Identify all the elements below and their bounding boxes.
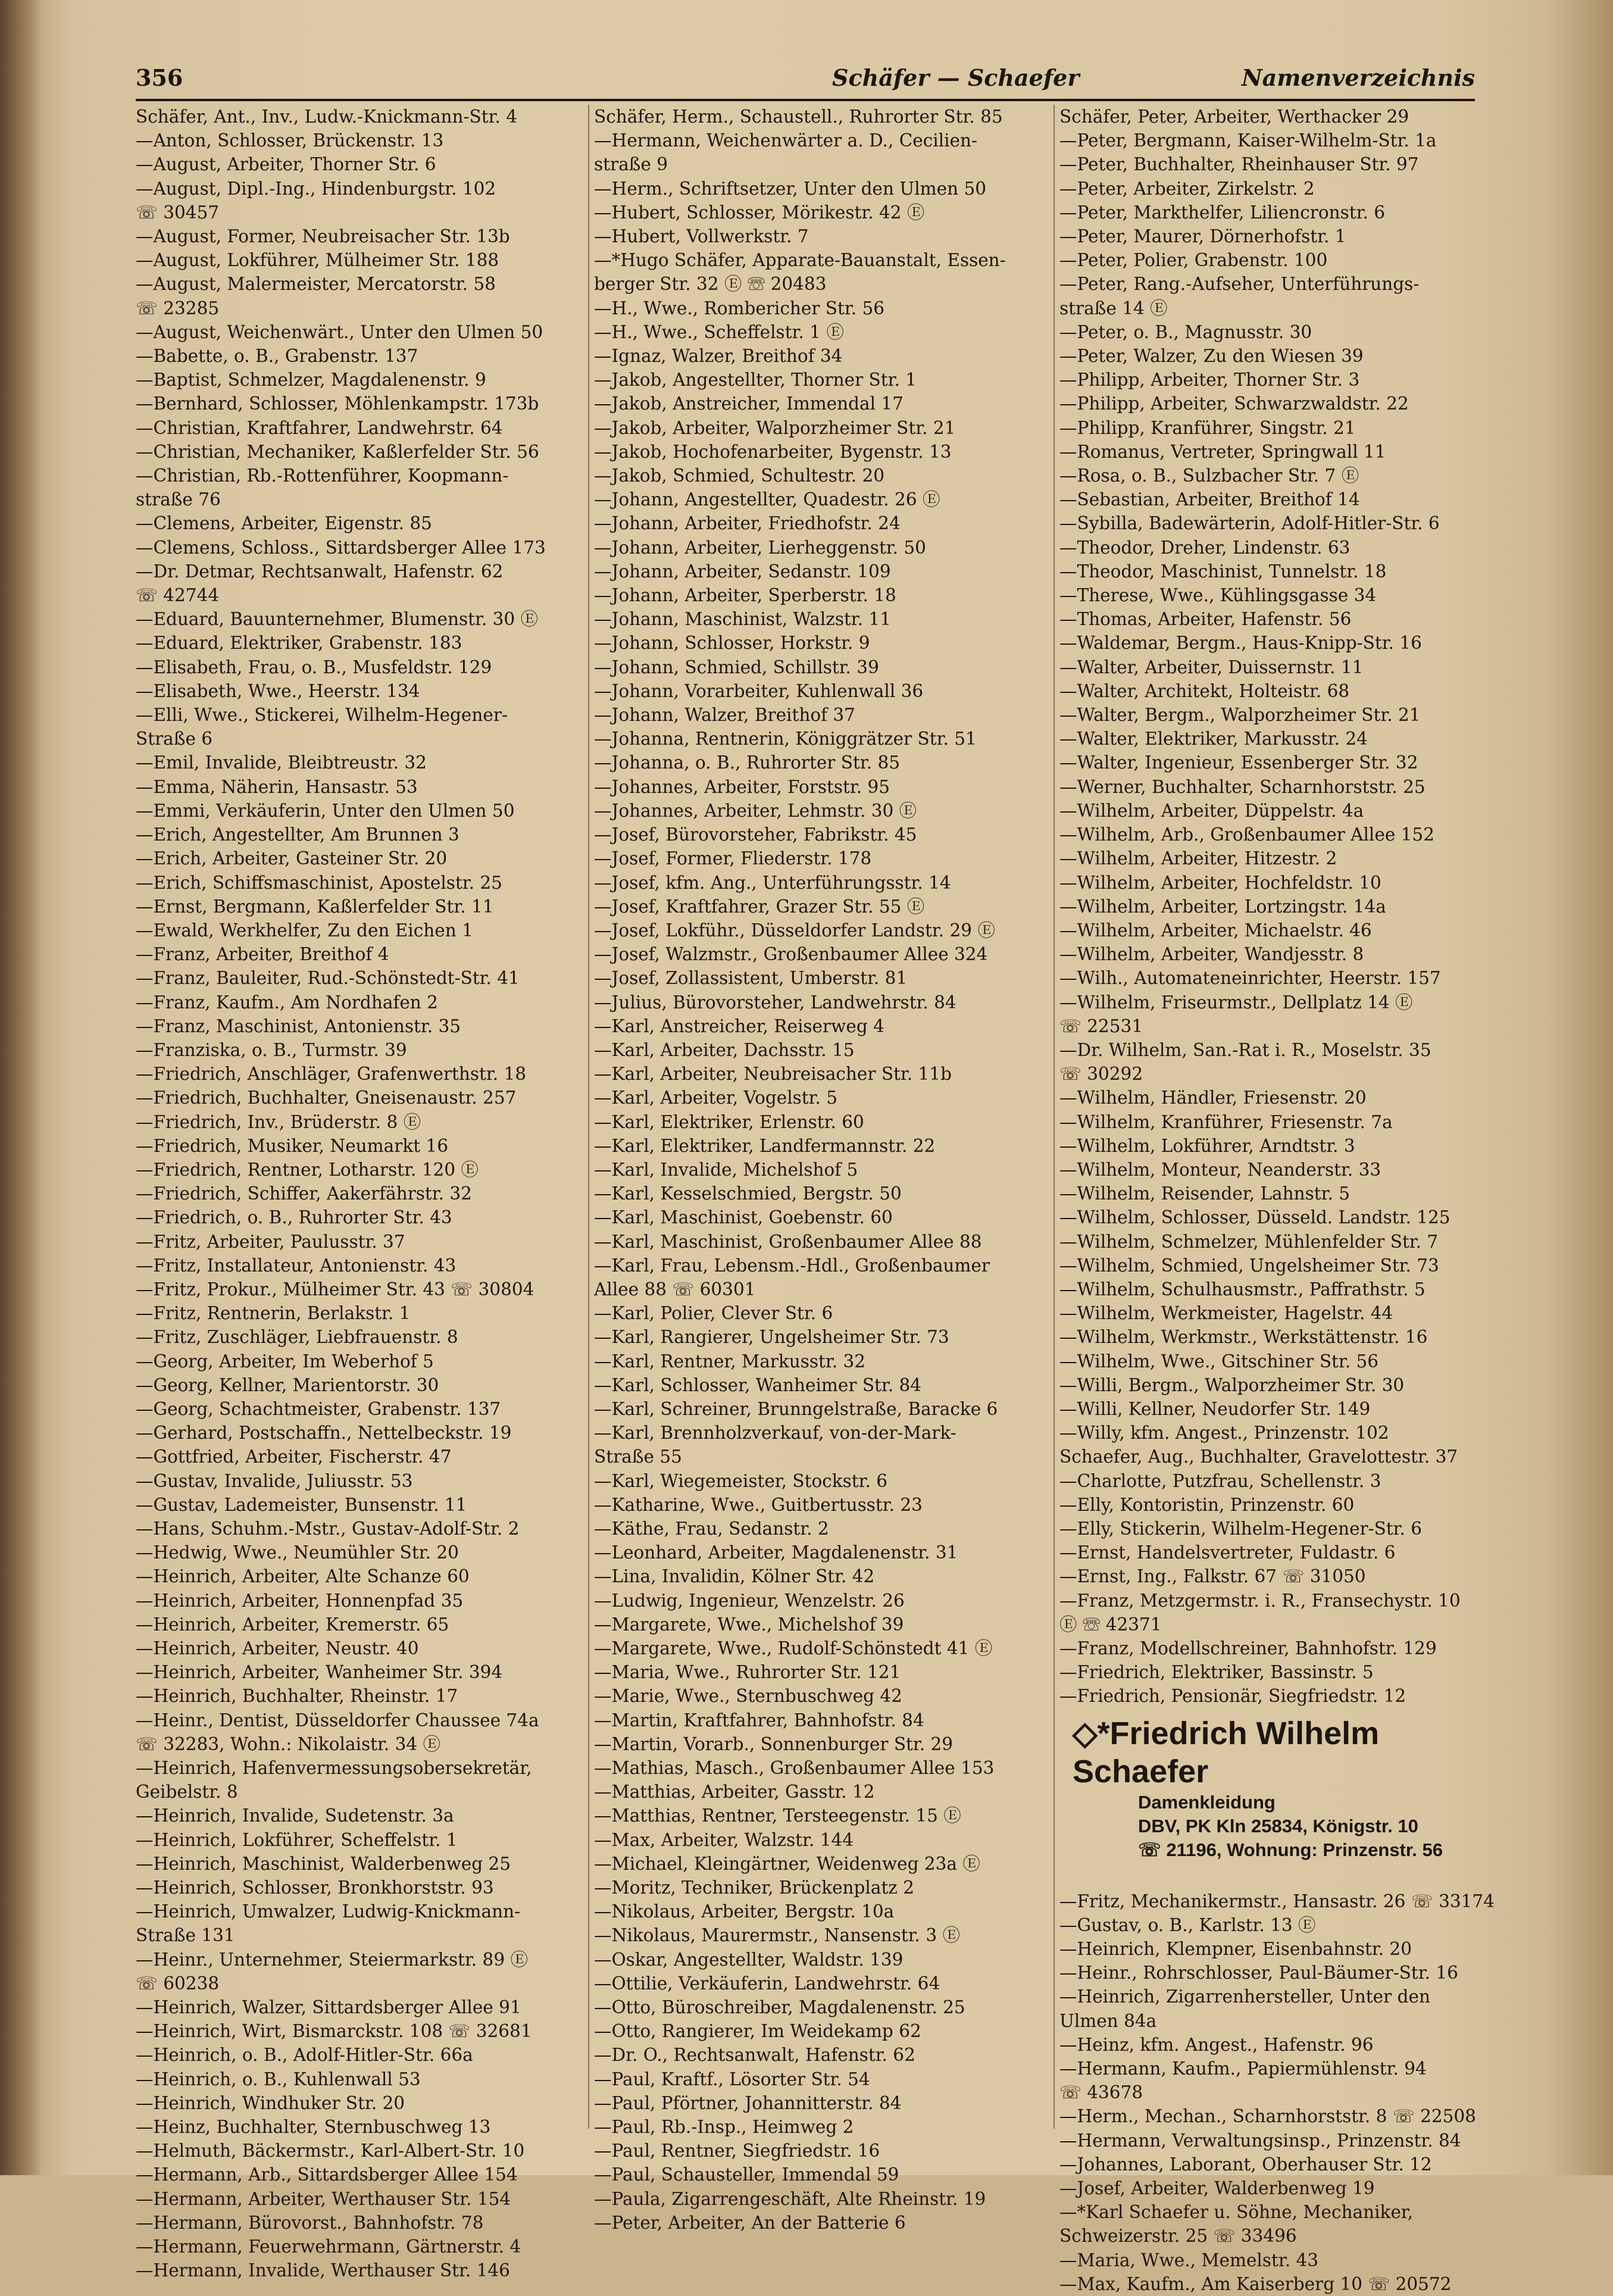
directory-entry: —Gerhard, Postschaffn., Nettelbeckstr. 19 <box>136 1423 512 1444</box>
directory-entry: —Otto, Rangierer, Im Weidekamp 62 <box>594 2021 921 2042</box>
directory-entry: —Friedrich, o. B., Ruhrorter Str. 43 <box>136 1207 452 1228</box>
directory-entry: —Leonhard, Arbeiter, Magdalenenstr. 31 <box>594 1542 958 1563</box>
directory-entry: —Theodor, Dreher, Lindenstr. 63 <box>1059 537 1351 558</box>
directory-entry: —Hermann, Weichenwärter a. D., Cecilien- <box>594 130 977 151</box>
directory-entry: —Wilhelm, Arbeiter, Hochfeldstr. 10 <box>1059 872 1381 893</box>
directory-entry: —Moritz, Techniker, Brückenplatz 2 <box>594 1878 914 1898</box>
directory-entry: —Josef, Bürovorsteher, Fabrikstr. 45 <box>594 824 917 845</box>
directory-entry: —Marie, Wwe., Sternbuschweg 42 <box>594 1686 902 1707</box>
directory-entry: straße 9 <box>594 154 668 175</box>
directory-column-3 <box>1059 105 1512 2294</box>
directory-entry: —Margarete, Wwe., Michelshof 39 <box>594 1614 904 1635</box>
directory-entry: —Friedrich, Inv., Brüderstr. 8 Ⓔ <box>136 1111 421 1132</box>
directory-entry: —Johann, Angestellter, Quadestr. 26 Ⓔ <box>594 489 940 510</box>
directory-entry: —Margarete, Wwe., Rudolf-Schönstedt 41 Ⓔ <box>594 1638 993 1658</box>
directory-entry: —Josef, Walzmstr., Großenbaumer Allee 324 <box>594 944 988 965</box>
directory-entry: —Baptist, Schmelzer, Magdalenenstr. 9 <box>136 370 486 391</box>
directory-entry: —Otto, Büroschreiber, Magdalenenstr. 25 <box>594 1997 965 2018</box>
directory-entry: —Fritz, Installateur, Antonienstr. 43 <box>136 1255 457 1276</box>
directory-entry: —Hermann, Kaufm., Papiermühlenstr. 94 <box>1059 2058 1427 2079</box>
directory-entry: —Sebastian, Arbeiter, Breithof 14 <box>1059 489 1360 510</box>
directory-entry: —Wilhelm, Schmied, Ungelsheimer Str. 73 <box>1059 1255 1439 1276</box>
directory-entry: —Bernhard, Schlosser, Möhlenkampstr. 173b <box>136 393 539 414</box>
directory-entry: —Eduard, Bauunternehmer, Blumenstr. 30 Ⓔ <box>136 609 538 630</box>
directory-entry: —Franz, Maschinist, Antonienstr. 35 <box>136 1016 461 1036</box>
directory-entry: —Franz, Bauleiter, Rud.-Schönstedt-Str. 41 <box>136 968 520 989</box>
directory-entry: —Karl, Wiegemeister, Stockstr. 6 <box>594 1470 887 1491</box>
directory-entry: Schaefer, Aug., Buchhalter, Gravelottestr. 37 <box>1059 1447 1458 1467</box>
directory-entry: —Franz, Kaufm., Am Nordhafen 2 <box>136 992 438 1013</box>
directory-entry: —Herm., Schriftsetzer, Unter den Ulmen 50 <box>594 178 987 199</box>
directory-entry: —Emmi, Verkäuferin, Unter den Ulmen 50 <box>136 800 515 821</box>
column-divider <box>1054 105 1055 2129</box>
directory-entry: —Ernst, Ing., Falkstr. 67 ☏ 31050 <box>1059 1566 1366 1587</box>
column-3-entries-upper <box>1059 105 1512 1708</box>
directory-entry: —Hans, Schuhm.-Mstr., Gustav-Adolf-Str. 2 <box>136 1518 520 1539</box>
section-title: Namenverzeichnis <box>1241 64 1475 91</box>
directory-entry: —Clemens, Arbeiter, Eigenstr. 85 <box>136 513 432 534</box>
directory-entry: —Johann, Maschinist, Walzstr. 11 <box>594 609 891 630</box>
directory-entry: Straße 6 <box>136 729 213 749</box>
directory-entry: —Walter, Ingenieur, Essenberger Str. 32 <box>1059 752 1418 773</box>
directory-entry: —Nikolaus, Maurermstr., Nansenstr. 3 Ⓔ <box>594 1925 960 1946</box>
directory-entry: —Heinrich, Umwalzer, Ludwig-Knickmann- <box>136 1901 521 1922</box>
directory-entry: —Nikolaus, Arbeiter, Bergstr. 10a <box>594 1901 895 1922</box>
directory-entry: —Wilhelm, Arbeiter, Lortzingstr. 14a <box>1059 896 1386 917</box>
directory-entry: —Gottfried, Arbeiter, Fischerstr. 47 <box>136 1447 452 1467</box>
directory-entry: —Wilhelm, Kranführer, Friesenstr. 7a <box>1059 1111 1393 1132</box>
directory-entry: —Hermann, Invalide, Werthauser Str. 146 <box>136 2260 510 2281</box>
advertisement-box <box>1059 1714 1512 1862</box>
directory-entry: —Walter, Bergm., Walporzheimer Str. 21 <box>1059 705 1421 726</box>
directory-entry: —Heinrich, Hafenvermessungsobersekretär, <box>136 1758 532 1779</box>
directory-entry: —Michael, Kleingärtner, Weidenweg 23a Ⓔ <box>594 1853 980 1874</box>
directory-entry: —Peter, Walzer, Zu den Wiesen 39 <box>1059 346 1364 367</box>
directory-entry: —Willi, Kellner, Neudorfer Str. 149 <box>1059 1398 1371 1419</box>
directory-entry: —Peter, Arbeiter, An der Batterie 6 <box>594 2212 906 2233</box>
directory-entry: —August, Arbeiter, Thorner Str. 6 <box>136 154 436 175</box>
directory-entry: —Jakob, Arbeiter, Walporzheimer Str. 21 <box>594 417 956 438</box>
directory-entry: —Wilhelm, Schulhausmstr., Paffrathstr. 5 <box>1059 1279 1426 1299</box>
directory-entry: —Karl, Rangierer, Ungelsheimer Str. 73 <box>594 1327 949 1348</box>
directory-entry: —Hermann, Arb., Sittardsberger Allee 154 <box>136 2164 518 2185</box>
directory-entry: —Ludwig, Ingenieur, Wenzelstr. 26 <box>594 1590 905 1611</box>
directory-entry: —Karl, Polier, Clever Str. 6 <box>594 1303 833 1324</box>
directory-entry: —Heinz, Buchhalter, Sternbuschweg 13 <box>136 2117 491 2138</box>
directory-entry: —Heinrich, Arbeiter, Neustr. 40 <box>136 1638 419 1658</box>
directory-entry: —Peter, Bergmann, Kaiser-Wilhelm-Str. 1a <box>1059 130 1437 151</box>
directory-entry: Ⓔ ☏ 42371 <box>1059 1614 1162 1635</box>
directory-entry: —Mathias, Masch., Großenbaumer Allee 153 <box>594 1758 995 1779</box>
directory-entry: —Fritz, Rentnerin, Berlakstr. 1 <box>136 1303 411 1324</box>
directory-entry: —Heinrich, Walzer, Sittardsberger Allee 91 <box>136 1997 521 2018</box>
directory-entry: —Maria, Wwe., Memelstr. 43 <box>1059 2250 1319 2270</box>
directory-entry: —Johann, Arbeiter, Sedanstr. 109 <box>594 561 891 582</box>
directory-entry: —Emma, Näherin, Hansastr. 53 <box>136 776 418 797</box>
directory-entry: —Karl, Arbeiter, Neubreisacher Str. 11b <box>594 1064 952 1085</box>
directory-entry: —Johannes, Arbeiter, Lehmstr. 30 Ⓔ <box>594 800 917 821</box>
directory-entry: —Heinr., Rohrschlosser, Paul-Bäumer-Str. 16 <box>1059 1963 1458 1983</box>
directory-entry: —Fritz, Zuschläger, Liebfrauenstr. 8 <box>136 1327 458 1348</box>
directory-entry: —Karl, Rentner, Markusstr. 32 <box>594 1351 866 1372</box>
directory-entry: —Karl, Elektriker, Landfermannstr. 22 <box>594 1135 936 1156</box>
directory-entry: —Christian, Rb.-Rottenführer, Koopmann- <box>136 466 509 486</box>
directory-entry: —Paul, Pförtner, Johannitterstr. 84 <box>594 2092 902 2113</box>
directory-entry: —Peter, o. B., Magnusstr. 30 <box>1059 321 1312 342</box>
directory-entry: —Heinrich, Buchhalter, Rheinstr. 17 <box>136 1686 458 1707</box>
directory-entry: —Erich, Arbeiter, Gasteiner Str. 20 <box>136 848 448 869</box>
directory-entry: —Heinz, kfm. Angest., Hafenstr. 96 <box>1059 2034 1374 2055</box>
directory-entry: —Jakob, Anstreicher, Immendal 17 <box>594 393 904 414</box>
directory-entry: —Georg, Arbeiter, Im Weberhof 5 <box>136 1351 434 1372</box>
directory-entry: —Jakob, Hochofenarbeiter, Bygenstr. 13 <box>594 441 952 462</box>
directory-entry: —Jakob, Angestellter, Thorner Str. 1 <box>594 370 917 391</box>
directory-entry: Schäfer, Ant., Inv., Ludw.-Knickmann-Str. 4 <box>136 107 517 127</box>
directory-entry: —Elisabeth, Wwe., Heerstr. 134 <box>136 680 420 701</box>
directory-entry: —Fritz, Mechanikermstr., Hansastr. 26 ☏ 33174 <box>1059 1891 1495 1911</box>
directory-entry: —Emil, Invalide, Bleibtreustr. 32 <box>136 752 427 773</box>
directory-entry: —Josef, kfm. Ang., Unterführungsstr. 14 <box>594 872 951 893</box>
directory-entry: —Walter, Arbeiter, Duissernstr. 11 <box>1059 657 1364 677</box>
directory-entry: Allee 88 ☏ 60301 <box>594 1279 756 1299</box>
directory-entry: —Franz, Metzgermstr. i. R., Fransechystr. 10 <box>1059 1590 1461 1611</box>
directory-entry: —Johann, Schlosser, Horkstr. 9 <box>594 633 870 654</box>
directory-entry: —Therese, Wwe., Kühlingsgasse 34 <box>1059 585 1377 606</box>
directory-entry: —Johann, Arbeiter, Sperberstr. 18 <box>594 585 896 606</box>
directory-entry: —Heinrich, o. B., Kuhlenwall 53 <box>136 2069 421 2089</box>
directory-entry: —Georg, Schachtmeister, Grabenstr. 137 <box>136 1398 501 1419</box>
directory-entry: —Wilhelm, Schlosser, Düsseld. Landstr. 125 <box>1059 1207 1451 1228</box>
directory-entry: —Peter, Maurer, Dörnerhofstr. 1 <box>1059 226 1346 247</box>
directory-entry: —Philipp, Arbeiter, Schwarzwaldstr. 22 <box>1059 393 1409 414</box>
directory-entry: —Johann, Arbeiter, Lierheggenstr. 50 <box>594 537 926 558</box>
directory-entry: —Johannes, Arbeiter, Forststr. 95 <box>594 776 890 797</box>
directory-entry: —August, Dipl.-Ing., Hindenburgstr. 102 <box>136 178 496 199</box>
directory-entry: —Karl, Schreiner, Brunngelstraße, Baracke 6 <box>594 1398 998 1419</box>
directory-entry: —Oskar, Angestellter, Waldstr. 139 <box>594 1949 904 1970</box>
directory-entry: Schäfer, Herm., Schaustell., Ruhrorter Str. 85 <box>594 107 1003 127</box>
directory-entry: —Walter, Architekt, Holteistr. 68 <box>1059 680 1350 701</box>
directory-entry: —Johanna, Rentnerin, Königgrätzer Str. 51 <box>594 729 977 749</box>
directory-entry: —Theodor, Maschinist, Tunnelstr. 18 <box>1059 561 1387 582</box>
directory-entry: —Wilhelm, Monteur, Neanderstr. 33 <box>1059 1159 1381 1180</box>
directory-entry: —Friedrich, Buchhalter, Gneisenaustr. 257 <box>136 1088 517 1108</box>
directory-entry: —*Karl Schaefer u. Söhne, Mechaniker, <box>1059 2202 1414 2223</box>
directory-entry: —Ernst, Bergmann, Kaßlerfelder Str. 11 <box>136 896 494 917</box>
directory-entry: —Jakob, Schmied, Schultestr. 20 <box>594 466 885 486</box>
directory-entry: —Friedrich, Pensionär, Siegfriedstr. 12 <box>1059 1686 1406 1707</box>
directory-entry: —Herm., Mechan., Scharnhorststr. 8 ☏ 22508 <box>1059 2106 1476 2127</box>
directory-entry: —Karl, Schlosser, Wanheimer Str. 84 <box>594 1375 922 1395</box>
directory-entry: —Max, Kaufm., Am Kaiserberg 10 ☏ 20572 <box>1059 2273 1452 2294</box>
directory-entry: —Franz, Arbeiter, Breithof 4 <box>136 944 389 965</box>
directory-entry: —Karl, Maschinist, Großenbaumer Allee 88 <box>594 1231 982 1252</box>
directory-entry: —Walter, Elektriker, Markusstr. 24 <box>1059 729 1368 749</box>
directory-entry: —H., Wwe., Romberichеr Str. 56 <box>594 298 885 318</box>
directory-entry: —Elly, Stickerin, Wilhelm-Hegener-Str. 6 <box>1059 1518 1423 1539</box>
directory-entry: —Heinrich, Arbeiter, Alte Schanze 60 <box>136 1566 470 1587</box>
directory-entry: —Erich, Schiffsmaschinist, Apostelstr. 25 <box>136 872 502 893</box>
directory-entry: —Wilhelm, Arbeiter, Michaelstr. 46 <box>1059 920 1372 941</box>
directory-entry: —Georg, Kellner, Marientorstr. 30 <box>136 1375 439 1395</box>
directory-entry: —Julius, Bürovorsteher, Landwehrstr. 84 <box>594 992 956 1013</box>
directory-entry: —Karl, Brennholzverkauf, von-der-Mark- <box>594 1423 956 1444</box>
directory-entry: —Heinr., Unternehmer, Steiermarkstr. 89 Ⓔ <box>136 1949 528 1970</box>
directory-entry: —Max, Arbeiter, Walzstr. 144 <box>594 1829 854 1850</box>
directory-entry: —Lina, Invalidin, Kölner Str. 42 <box>594 1566 875 1587</box>
directory-entry: —Heinrich, Zigarrenhersteller, Unter den <box>1059 1986 1430 2007</box>
directory-entry: —Friedrich, Musiker, Neumarkt 16 <box>136 1135 448 1156</box>
directory-entry: —Willy, kfm. Angest., Prinzenstr. 102 <box>1059 1423 1389 1444</box>
directory-entry: ☏ 30292 <box>1059 1064 1143 1085</box>
directory-entry: ☏ 60238 <box>136 1973 220 1994</box>
directory-entry: —Johann, Walzer, Breithof 37 <box>594 705 855 726</box>
column-divider <box>588 105 589 2129</box>
directory-column-2 <box>594 105 1048 2233</box>
directory-entry: —Johannes, Laborant, Oberhauser Str. 12 <box>1059 2154 1432 2175</box>
directory-entry: —Wilhelm, Friseurmstr., Dellplatz 14 Ⓔ <box>1059 992 1413 1013</box>
directory-entry: ☏ 32283, Wohn.: Nikolaistr. 34 Ⓔ <box>136 1733 441 1754</box>
directory-entry: ☏ 30457 <box>136 202 220 223</box>
directory-entry: —Martin, Kraftfahrer, Bahnhofstr. 84 <box>594 1710 924 1730</box>
directory-entry: —Gustav, Invalide, Juliusstr. 53 <box>136 1470 413 1491</box>
directory-entry: ☏ 42744 <box>136 585 220 606</box>
directory-entry: —Heinrich, Schlosser, Bronkhorststr. 93 <box>136 1878 494 1898</box>
directory-entry: —Heinr., Dentist, Düsseldorfer Chaussee 74a <box>136 1710 539 1730</box>
directory-entry: —Peter, Markthelfer, Liliencronstr. 6 <box>1059 202 1386 223</box>
directory-entry: —Josef, Former, Fliederstr. 178 <box>594 848 872 869</box>
directory-entry: —Dr. Detmar, Rechtsanwalt, Hafenstr. 62 <box>136 561 504 582</box>
advert-line-3: ☏ 21196, Wohnung: Prinzenstr. 56 <box>1138 1839 1443 1860</box>
page-number: 356 <box>136 64 183 91</box>
advert-name: ◇*Friedrich Wilhelm Schaefer <box>1073 1715 1380 1789</box>
directory-entry: —Willi, Bergm., Walporzheimer Str. 30 <box>1059 1375 1405 1395</box>
directory-entry: ☏ 43678 <box>1059 2082 1143 2103</box>
directory-entry: —Eduard, Elektriker, Grabenstr. 183 <box>136 633 462 654</box>
directory-entry: —Hermann, Arbeiter, Werthauser Str. 154 <box>136 2188 511 2209</box>
directory-entry: —Peter, Arbeiter, Zirkelstr. 2 <box>1059 178 1315 199</box>
directory-entry: —Maria, Wwe., Ruhrorter Str. 121 <box>594 1662 901 1683</box>
directory-entry: Straße 131 <box>136 1925 235 1946</box>
directory-entry: —Johann, Schmied, Schillstr. 39 <box>594 657 879 677</box>
directory-entry: —Katharine, Wwe., Guitbertusstr. 23 <box>594 1494 923 1515</box>
directory-entry: —Elli, Wwe., Stickerei, Wilhelm-Hegener- <box>136 705 508 726</box>
directory-entry: —Elisabeth, Frau, o. B., Musfeldstr. 129 <box>136 657 492 677</box>
directory-entry: —Dr. O., Rechtsanwalt, Hafenstr. 62 <box>594 2045 915 2066</box>
directory-entry: ☏ 22531 <box>1059 1016 1143 1036</box>
directory-entry: berger Str. 32 Ⓔ ☏ 20483 <box>594 274 827 295</box>
directory-entry: —*Hugo Schäfer, Apparate-Bauanstalt, Essen- <box>594 250 1006 271</box>
directory-entry: —Wilhelm, Lokführer, Arndtstr. 3 <box>1059 1135 1355 1156</box>
directory-entry: —Karl, Elektriker, Erlenstr. 60 <box>594 1111 864 1132</box>
directory-entry: —Karl, Invalide, Michelshof 5 <box>594 1159 858 1180</box>
column-3-entries-lower <box>1059 1889 1512 2296</box>
directory-entry: —Josef, Kraftfahrer, Grazer Str. 55 Ⓔ <box>594 896 925 917</box>
directory-entry: —Philipp, Arbeiter, Thorner Str. 3 <box>1059 370 1360 391</box>
directory-entry: —Wilhelm, Arbeiter, Hitzestr. 2 <box>1059 848 1337 869</box>
directory-entry: —Paul, Rentner, Siegfriedstr. 16 <box>594 2141 880 2161</box>
page-header <box>136 64 1475 101</box>
directory-entry: Schäfer, Peter, Arbeiter, Werthacker 29 <box>1059 107 1409 127</box>
directory-entry: —Josef, Zollassistent, Umberstr. 81 <box>594 968 908 989</box>
directory-entry: —Josef, Arbeiter, Walderbenweg 19 <box>1059 2178 1375 2199</box>
directory-entry: —Franziska, o. B., Turmstr. 39 <box>136 1039 407 1060</box>
directory-entry: —H., Wwe., Scheffelstr. 1 Ⓔ <box>594 321 844 342</box>
directory-entry: —Clemens, Schloss., Sittardsberger Allee 173 <box>136 537 546 558</box>
directory-entry: —Karl, Kesselschmied, Bergstr. 50 <box>594 1183 902 1204</box>
directory-entry: —Friedrich, Elektriker, Bassinstr. 5 <box>1059 1662 1374 1683</box>
directory-entry: —Fritz, Prokur., Mülheimer Str. 43 ☏ 30804 <box>136 1279 534 1299</box>
directory-entry: —Karl, Frau, Lebensm.-Hdl., Großenbaumer <box>594 1255 990 1276</box>
directory-entry: —Karl, Arbeiter, Dachsstr. 15 <box>594 1039 855 1060</box>
advert-line-1: Damenkleidung <box>1138 1791 1276 1813</box>
directory-entry: —Heinrich, Lokführer, Scheffelstr. 1 <box>136 1829 458 1850</box>
directory-entry: —Wilh., Automateneinrichter, Heerstr. 157 <box>1059 968 1441 989</box>
directory-entry: —Hedwig, Wwe., Neumühler Str. 20 <box>136 1542 459 1563</box>
directory-entry: Ulmen 84a <box>1059 2010 1157 2031</box>
directory-entry: —Peter, Buchhalter, Rheinhauser Str. 97 <box>1059 154 1419 175</box>
directory-entry: —Martin, Vorarb., Sonnenburger Str. 29 <box>594 1733 954 1754</box>
directory-entry: —Hermann, Verwaltungsinsp., Prinzenstr. 84 <box>1059 2130 1461 2151</box>
directory-entry: —Johann, Arbeiter, Friedhofstr. 24 <box>594 513 901 534</box>
directory-entry: —Philipp, Kranführer, Singstr. 21 <box>1059 417 1356 438</box>
directory-entry: —Heinrich, Invalide, Sudetenstr. 3a <box>136 1805 454 1826</box>
directory-entry: —Heinrich, Windhuker Str. 20 <box>136 2092 405 2113</box>
directory-entry: —Hubert, Vollwerkstr. 7 <box>594 226 809 247</box>
directory-entry: —Romanus, Vertreter, Springwall 11 <box>1059 441 1386 462</box>
directory-entry: —Charlotte, Putzfrau, Schellenstr. 3 <box>1059 1470 1381 1491</box>
book-gutter <box>0 0 42 2175</box>
directory-entry: —Wilhelm, Arbeiter, Düppelstr. 4a <box>1059 800 1364 821</box>
directory-entry: —Helmuth, Bäckermstr., Karl-Albert-Str. 10 <box>136 2141 525 2161</box>
directory-entry: —Werner, Buchhalter, Scharnhorststr. 25 <box>1059 776 1426 797</box>
directory-entry: Schweizerstr. 25 ☏ 33496 <box>1059 2226 1297 2247</box>
directory-entry: —Thomas, Arbeiter, Hafenstr. 56 <box>1059 609 1352 630</box>
directory-entry: —Christian, Kraftfahrer, Landwehrstr. 64 <box>136 417 503 438</box>
directory-entry: —Ottilie, Verkäuferin, Landwehrstr. 64 <box>594 1973 940 1994</box>
directory-entry: straße 76 <box>136 489 221 510</box>
directory-entry: —Karl, Maschinist, Goebenstr. 60 <box>594 1207 893 1228</box>
directory-entry: —Karl, Arbeiter, Vogelstr. 5 <box>594 1088 838 1108</box>
directory-entry: —August, Former, Neubreisacher Str. 13b <box>136 226 510 247</box>
directory-entry: —Paul, Schausteller, Immendal 59 <box>594 2164 899 2185</box>
directory-entry: —Gustav, o. B., Karlstr. 13 Ⓔ <box>1059 1914 1316 1935</box>
directory-entry: Geibelstr. 8 <box>136 1782 238 1803</box>
advert-line-2: DBV, PK Kln 25834, Königstr. 10 <box>1138 1815 1418 1836</box>
directory-entry: —Josef, Lokführ., Düsseldorfer Landstr. 29 Ⓔ <box>594 920 995 941</box>
directory-entry: —Friedrich, Schiffer, Aakerfährstr. 32 <box>136 1183 472 1204</box>
directory-entry: —Ernst, Handelsvertreter, Fuldastr. 6 <box>1059 1542 1396 1563</box>
directory-entry: —Elly, Kontoristin, Prinzenstr. 60 <box>1059 1494 1355 1515</box>
directory-entry: —Babette, o. B., Grabenstr. 137 <box>136 346 418 367</box>
directory-entry: —Heinrich, Arbeiter, Wanheimer Str. 394 <box>136 1662 503 1683</box>
directory-entry: —Paula, Zigarrengeschäft, Alte Rheinstr. 19 <box>594 2188 986 2209</box>
directory-entry: —Friedrich, Anschläger, Grafenwerthstr. 18 <box>136 1064 527 1085</box>
directory-entry: —Fritz, Arbeiter, Paulusstr. 37 <box>136 1231 405 1252</box>
directory-entry: —Johann, Vorarbeiter, Kuhlenwall 36 <box>594 680 924 701</box>
directory-entry: —Matthias, Rentner, Tersteegenstr. 15 Ⓔ <box>594 1805 961 1826</box>
directory-entry: —Matthias, Arbeiter, Gasstr. 12 <box>594 1782 875 1803</box>
directory-entry: —Wilhelm, Werkmstr., Werkstättenstr. 16 <box>1059 1327 1428 1348</box>
directory-entry: —Heinrich, o. B., Adolf-Hitler-Str. 66a <box>136 2045 473 2066</box>
directory-entry: —Heinrich, Wirt, Bismarckstr. 108 ☏ 32681 <box>136 2021 532 2042</box>
directory-entry: —Wilhelm, Reisender, Lahnstr. 5 <box>1059 1183 1351 1204</box>
directory-entry: —Erich, Angestellter, Am Brunnen 3 <box>136 824 459 845</box>
directory-entry: —Hermann, Feuerwehrmann, Gärtnerstr. 4 <box>136 2236 521 2257</box>
directory-entry: —Heinrich, Maschinist, Walderbenweg 25 <box>136 1853 511 1874</box>
directory-entry: straße 14 Ⓔ <box>1059 298 1168 318</box>
directory-entry: —Wilhelm, Schmelzer, Mühlenfelder Str. 7 <box>1059 1231 1439 1252</box>
directory-entry: —Peter, Rang.-Aufseher, Unterführungs- <box>1059 274 1420 295</box>
directory-entry: —August, Malermeister, Mercatorstr. 58 <box>136 274 496 295</box>
directory-entry: —Ewald, Werkhelfer, Zu den Eichen 1 <box>136 920 473 941</box>
directory-entry: —Hubert, Schlosser, Mörikestr. 42 Ⓔ <box>594 202 925 223</box>
directory-entry: Straße 55 <box>594 1447 682 1467</box>
directory-entry: —Wilhelm, Händler, Friesenstr. 20 <box>1059 1088 1367 1108</box>
directory-entry: —Hermann, Bürovorst., Bahnhofstr. 78 <box>136 2212 484 2233</box>
directory-entry: —Wilhelm, Werkmeister, Hagelstr. 44 <box>1059 1303 1393 1324</box>
running-title: Schäfer — Schaefer <box>832 64 1080 91</box>
directory-entry: —Käthe, Frau, Sedanstr. 2 <box>594 1518 829 1539</box>
directory-entry: —Karl, Anstreicher, Reiserweg 4 <box>594 1016 884 1036</box>
directory-entry: —Wilhelm, Arbeiter, Wandjesstr. 8 <box>1059 944 1364 965</box>
directory-entry: —Wilhelm, Arb., Großenbaumer Allee 152 <box>1059 824 1434 845</box>
directory-entry: —Paul, Kraftf., Lösorter Str. 54 <box>594 2069 870 2089</box>
directory-entry: —Waldemar, Bergm., Haus-Knipp-Str. 16 <box>1059 633 1422 654</box>
directory-entry: —Johanna, o. B., Ruhrorter Str. 85 <box>594 752 901 773</box>
directory-entry: —Sybilla, Badewärterin, Adolf-Hitler-Str. 6 <box>1059 513 1440 534</box>
directory-entry: —Gustav, Lademeister, Bunsenstr. 11 <box>136 1494 467 1515</box>
directory-entry: —Franz, Modellschreiner, Bahnhofstr. 129 <box>1059 1638 1437 1658</box>
directory-entry: —August, Weichenwärt., Unter den Ulmen 50 <box>136 321 543 342</box>
directory-entry: —Dr. Wilhelm, San.-Rat i. R., Moselstr. 35 <box>1059 1039 1431 1060</box>
directory-entry: —Christian, Mechaniker, Kaßlerfelder Str. 56 <box>136 441 539 462</box>
directory-entry: —Heinrich, Arbeiter, Kremerstr. 65 <box>136 1614 449 1635</box>
directory-entry: —Peter, Polier, Grabenstr. 100 <box>1059 250 1328 271</box>
directory-entry: —Wilhelm, Wwe., Gitschiner Str. 56 <box>1059 1351 1379 1372</box>
directory-entry: —Heinrich, Klempner, Eisenbahnstr. 20 <box>1059 1939 1412 1960</box>
directory-column-1 <box>136 105 583 2281</box>
directory-entry: —Paul, Rb.-Insp., Heimweg 2 <box>594 2117 854 2138</box>
directory-entry: ☏ 23285 <box>136 298 220 318</box>
directory-entry: —Ignaz, Walzer, Breithof 34 <box>594 346 843 367</box>
directory-entry: —August, Lokführer, Mülheimer Str. 188 <box>136 250 499 271</box>
directory-entry: —Friedrich, Rentner, Lotharstr. 120 Ⓔ <box>136 1159 479 1180</box>
directory-entry: —Rosa, o. B., Sulzbacher Str. 7 Ⓔ <box>1059 466 1359 486</box>
directory-entry: —Heinrich, Arbeiter, Honnenpfad 35 <box>136 1590 464 1611</box>
directory-entry: —Anton, Schlosser, Brückenstr. 13 <box>136 130 444 151</box>
